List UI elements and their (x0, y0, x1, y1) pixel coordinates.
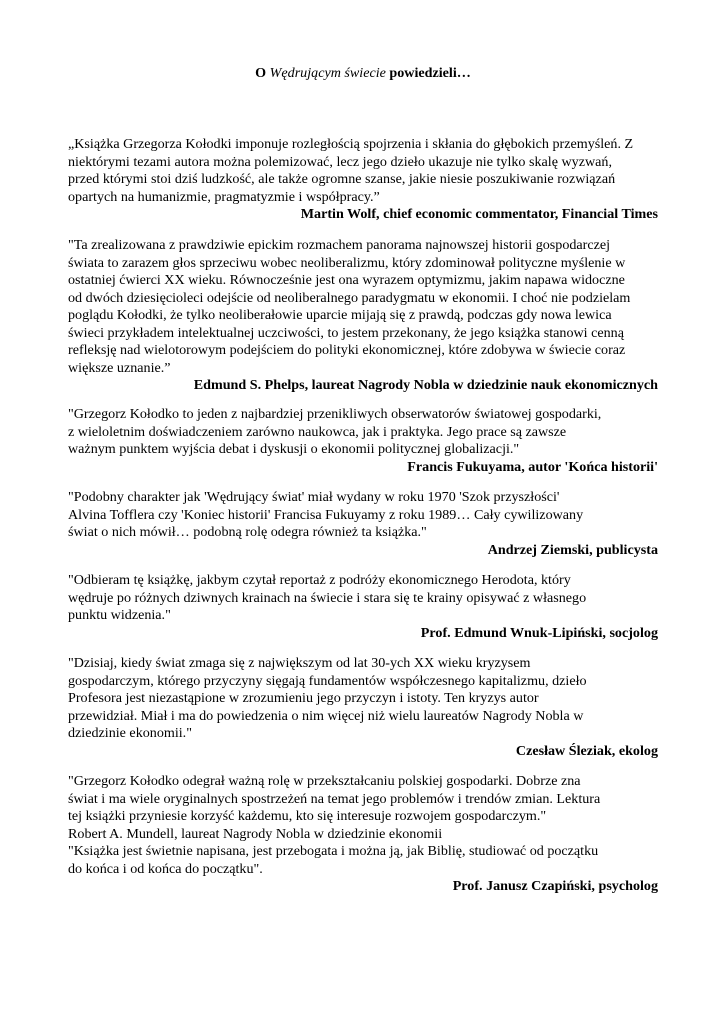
quote-line: "Dzisiaj, kiedy świat zmaga się z największym od lat 30-ych XX wieku kryzysem (68, 655, 531, 671)
quote-attribution: Martin Wolf, chief economic commentator, Financial Times (300, 206, 658, 222)
quote-line: ostatniej ćwierci XX wieku. Równocześnie jest ona wyrazem optymizmu, jakim napawa widoczne (68, 272, 625, 288)
quote-line: "Książka jest świetnie napisana, jest przebogata i można ją, jak Biblię, studiować od początku (68, 843, 599, 859)
page-title (68, 64, 658, 82)
quote-line: Profesora jest niezastąpione w zrozumieniu jego przyczyn i istoty. Ten kryzys autor (68, 690, 539, 706)
quote-line: ważnym punktem wyjścia debat i dyskusji o ekonomii politycznej globalizacji." (68, 441, 520, 457)
quote-line: dziedzinie ekonomii." (68, 725, 192, 741)
quote-line: od dwóch dziesięcioleci odejście od neoliberalnego paradygmatu w ekonomii. I choć nie podzielam (68, 289, 631, 306)
quote-block (68, 489, 658, 559)
page-title-book-name: Wędrującym świecie (269, 65, 386, 81)
quote-line: „Książka Grzegorza Kołodki imponuje rozległością spojrzenia i skłania do głębokich przemyśleń. Z (68, 136, 634, 152)
quote-block (68, 655, 658, 760)
quote-attribution: Prof. Janusz Czapiński, psycholog (452, 878, 658, 894)
quote-line: "Podobny charakter jak 'Wędrujący świat' miał wydany w roku 1970 'Szok przyszłości' (68, 489, 560, 505)
quote-line: tej książki przyniesie korzyść każdemu, kto się interesuje rozwojem gospodarczym." (68, 808, 547, 824)
quote-line: przewidział. Miał i ma do powiedzenia o nim więcej niż wielu laureatów Nagrody Nobla w (68, 707, 584, 724)
quote-line: punktu widzenia." (68, 607, 171, 623)
quote-attribution: Czesław Śleziak, ekolog (515, 742, 658, 759)
quote-attribution: Francis Fukuyama, autor 'Końca historii' (407, 458, 658, 475)
page-title-prefix: O (255, 65, 270, 81)
quote-line: poglądu Kołodki, że tylko neoliberałowie uparcie mijają się z prawdą, podczas gdy nowa lewica (68, 307, 612, 323)
quote-line: świat i ma wiele oryginalnych spostrzeżeń na temat jego problemów i trendów zmian. Lektura (68, 790, 601, 807)
quote-block (68, 406, 658, 476)
quote-attribution: Prof. Edmund Wnuk-Lipiński, socjolog (420, 624, 658, 641)
quote-line: "Ta zrealizowana z prawdziwie epickim rozmachem panorama najnowszej historii gospodarczej (68, 237, 611, 253)
quote-line: opartych na humanizmie, pragmatyzmie i współpracy.” (68, 188, 380, 205)
quote-line: Alvina Tofflera czy 'Koniec historii' Francisa Fukuyamy z roku 1989… Cały cywilizowany (68, 506, 584, 523)
quote-block (68, 773, 658, 896)
quote-line: Robert A. Mundell, laureat Nagrody Nobla w dziedzinie ekonomii (68, 825, 443, 842)
quote-line: świata to zarazem głos sprzeciwu wobec neoliberalizmu, który zdominował polityczne myślenie w (68, 254, 626, 271)
quote-block (68, 237, 658, 395)
quote-line: wędruje po różnych dziwnych krainach na świecie i stara się te krainy opisywać z własnego (68, 589, 587, 606)
quote-line: większe uznanie.” (68, 359, 171, 376)
quote-line: świat o nich mówił… podobną rolę odegra również ta książka." (68, 524, 427, 540)
quote-line: niektórymi tezami autora można polemizować, lecz jego dzieło ukazuje nie tylko skalę wyzwań, (68, 153, 612, 170)
quote-line: do końca i od końca do początku". (68, 860, 263, 877)
quote-attribution: Edmund S. Phelps, laureat Nagrody Nobla w dziedzinie nauk ekonomicznych (193, 377, 658, 393)
quote-line: gospodarczym, którego przyczyny sięgają fundamentów współczesnego kapitalizmu, dzieło (68, 672, 587, 689)
quote-line: świeci przykładem intelektualnej uczciwości, to jestem przekonany, że jego książka stanowi cenną (68, 324, 624, 341)
quote-attribution: Andrzej Ziemski, publicysta (487, 541, 658, 558)
quote-line: refleksję nad wielotorowym podejściem do polityki ekonomicznej, które zdobywa w świecie coraz (68, 342, 626, 358)
quote-line: "Odbieram tę książkę, jakbym czytał reportaż z podróży ekonomicznego Herodota, który (68, 572, 571, 588)
quote-block (68, 572, 658, 642)
quote-line: z wieloletnim doświadczeniem zarówno naukowca, jak i praktyka. Jego prace są zawsze (68, 423, 567, 440)
document-page (68, 0, 658, 1024)
quote-line: "Grzegorz Kołodko odegrał ważną rolę w przekształcaniu polskiej gospodarki. Dobrze zna (68, 773, 581, 789)
quote-block (68, 136, 658, 224)
quote-line: przed którymi stoi dziś ludzkość, ale także ogromne szanse, jakie niesie poszukiwanie rozwiązań (68, 171, 616, 187)
page-title-suffix: powiedzieli… (385, 65, 471, 81)
quote-line: "Grzegorz Kołodko to jeden z najbardziej przenikliwych obserwatorów światowej gospodarki, (68, 406, 602, 422)
